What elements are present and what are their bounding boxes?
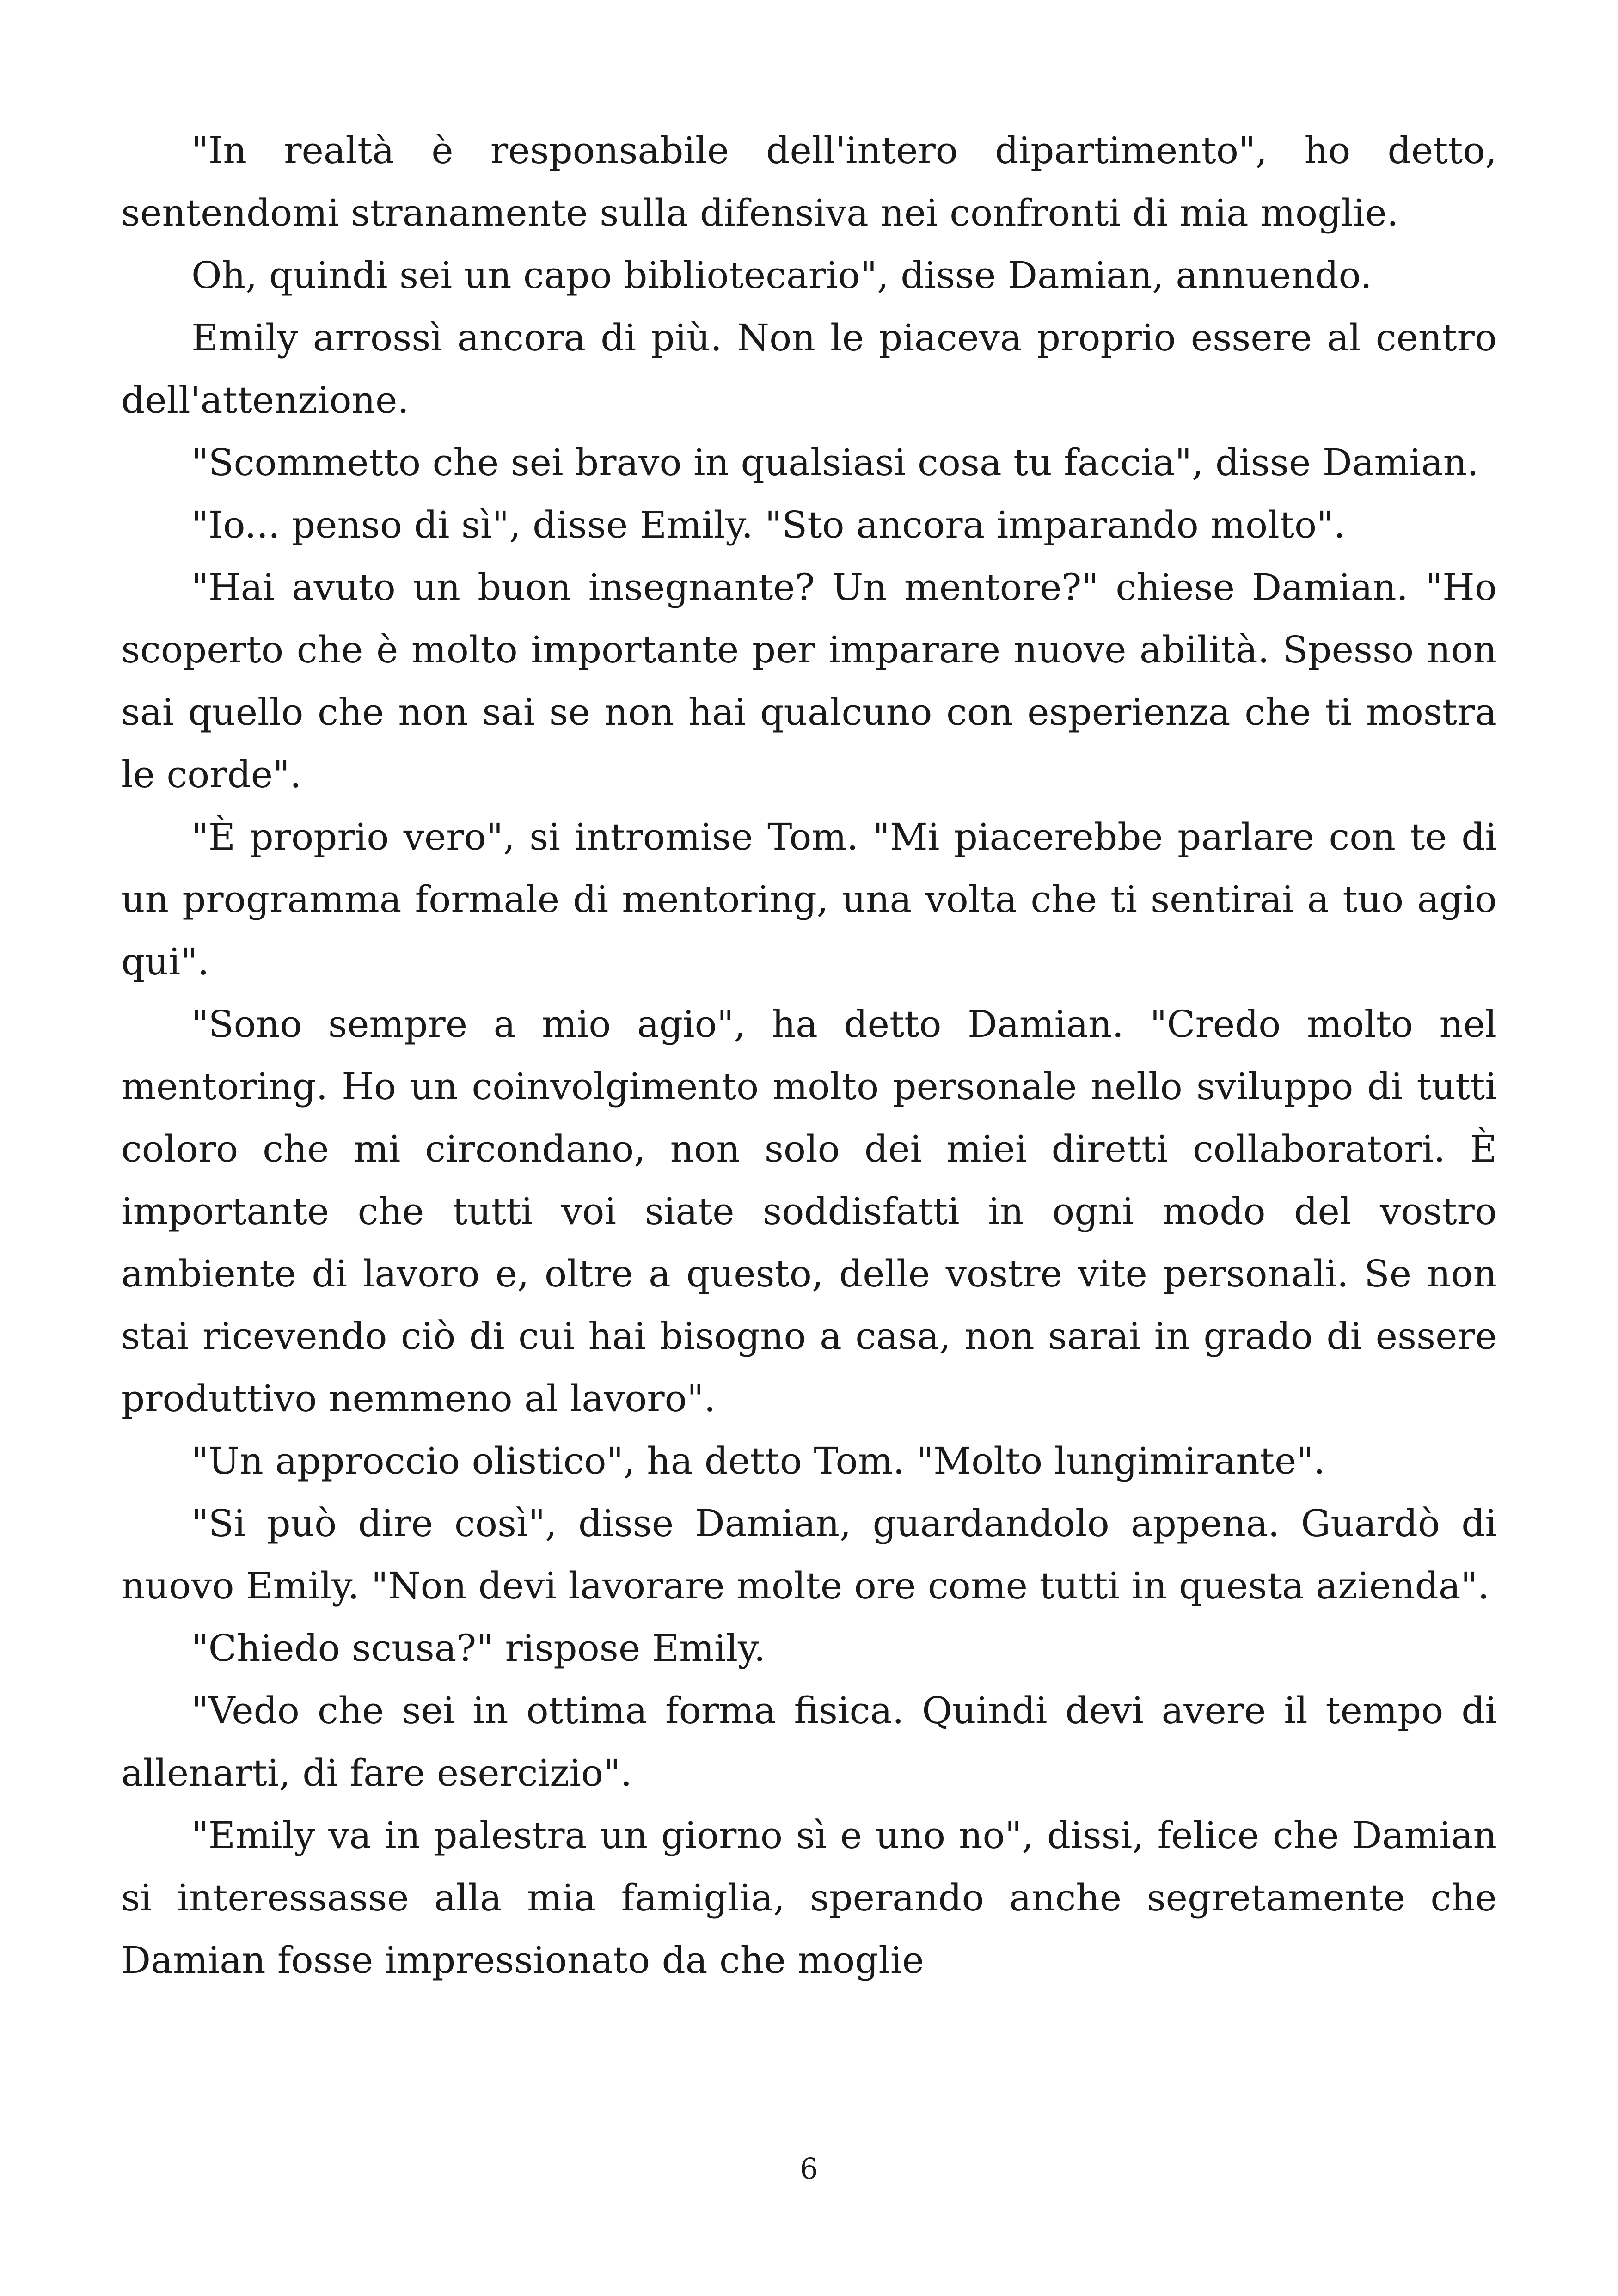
paragraph: Oh, quindi sei un capo bibliotecario", disse Damian, annuendo.: [191, 254, 1372, 297]
page-body-text: [121, 119, 1497, 1991]
paragraph: "È proprio vero", si intromise Tom. "Mi piacerebbe parlare con te di un programma formale di mentoring, una volta che ti sentirai a tuo agio qui".: [121, 815, 1497, 983]
paragraph: "Io... penso di sì", disse Emily. "Sto ancora imparando molto".: [191, 503, 1346, 546]
paragraph: "Si può dire così", disse Damian, guardandolo appena. Guardò di nuovo Emily. "Non devi lavorare molte ore come tutti in questa azienda".: [121, 1502, 1497, 1607]
paragraph: Emily arrossì ancora di più. Non le piaceva proprio essere al centro dell'attenzione.: [121, 316, 1497, 422]
paragraph: "Scommetto che sei bravo in qualsiasi cosa tu faccia", disse Damian.: [191, 441, 1479, 484]
paragraph: "Emily va in palestra un giorno sì e uno no", dissi, felice che Damian si interessasse alla mia famiglia, sperando anche segretamente che Damian fosse impressionato da che moglie: [121, 1814, 1497, 1982]
paragraph: "Un approccio olistico", ha detto Tom. "Molto lungimirante".: [191, 1439, 1325, 1482]
page-number: 6: [800, 2152, 818, 2186]
paragraph: "Chiedo scusa?" rispose Emily.: [191, 1627, 766, 1670]
paragraph: "Vedo che sei in ottima forma fisica. Quindi devi avere il tempo di allenarti, di fare esercizio".: [121, 1689, 1497, 1794]
paragraph: "In realtà è responsabile dell'intero dipartimento", ho detto, sentendomi stranamente sulla difensiva nei confronti di mia moglie.: [121, 129, 1497, 234]
paragraph: "Sono sempre a mio agio", ha detto Damian. "Credo molto nel mentoring. Ho un coinvolgimento molto personale nello sviluppo di tutti coloro che mi circondano, non solo dei miei diretti collaboratori. È importante che tutti voi siate soddisfatti in ogni modo del vostro ambiente di lavoro e, oltre a questo, delle vostre vite personali. Se non stai ricevendo ciò di cui hai bisogno a casa, non sarai in grado di essere produttivo nemmeno al lavoro".: [121, 1003, 1497, 1420]
paragraph: "Hai avuto un buon insegnante? Un mentore?" chiese Damian. "Ho scoperto che è molto importante per imparare nuove abilità. Spesso non sai quello che non sai se non hai qualcuno con esperienza che ti mostra le corde".: [121, 566, 1497, 796]
